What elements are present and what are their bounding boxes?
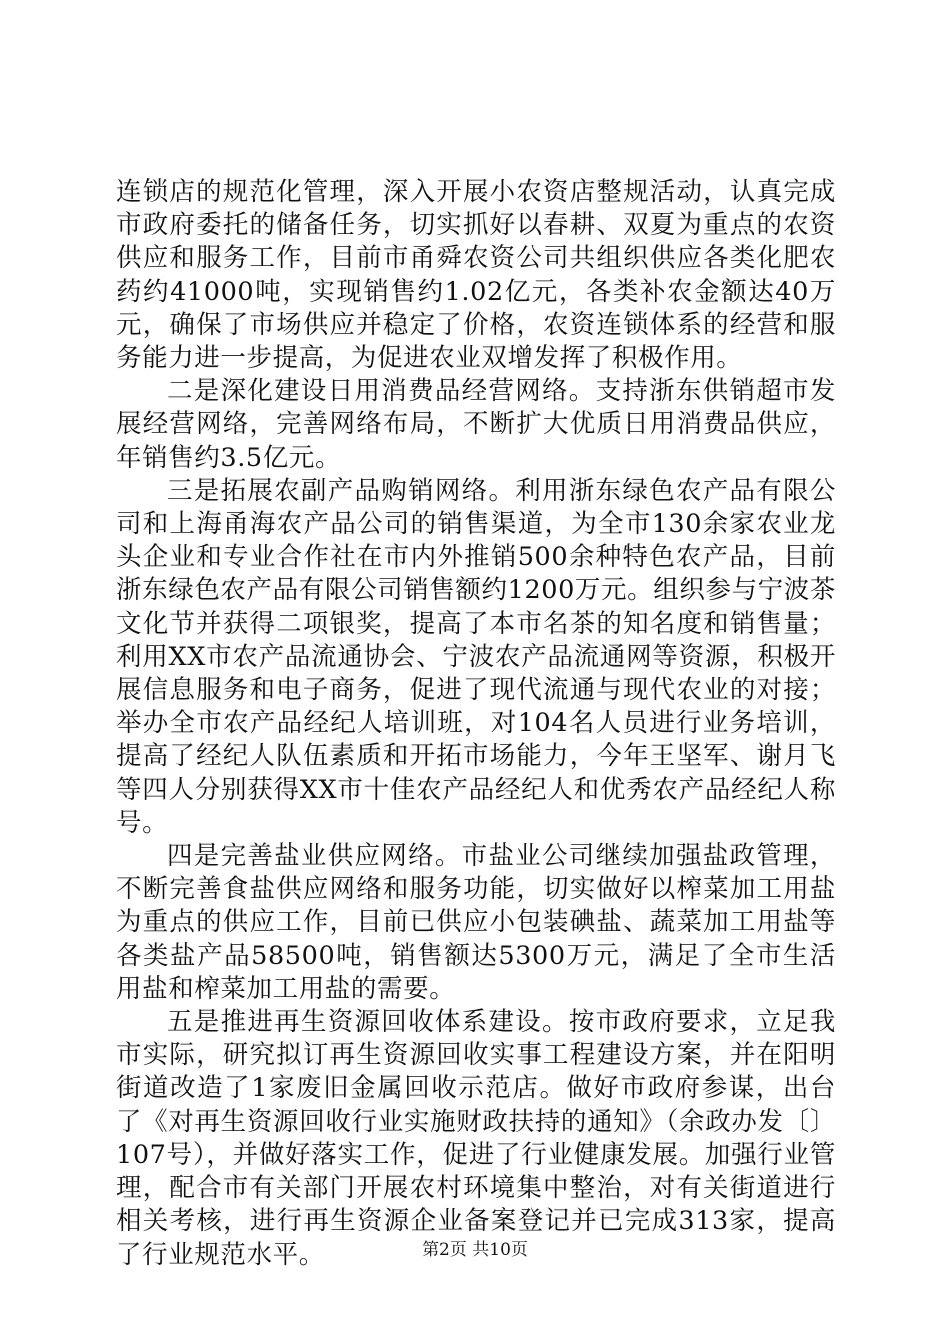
- paragraph-salt-supply-network: 四是完善盐业供应网络。市盐业公司继续加强盐政管理，不断完善食盐供应网络和服务功能，切实做好以榨菜加工用盐为重点的供应工作，目前已供应小包装碘盐、蔬菜加工用盐等各类盐产品58500吨，销售额达5300万元，满足了全市生活用盐和榨菜加工用盐的需要。: [116, 841, 836, 1004]
- paragraph-agri-products-network: 三是拓展农副产品购销网络。利用浙东绿色农产品有限公司和上海甬海农产品公司的销售渠道，为全市130余家农业龙头企业和专业合作社在市内外推销500余种特色农产品，目前浙东绿色农产品有限公司销售额约1200万元。组织参与宁波茶文化节并获得二项银奖，提高了本市名茶的知名度和销售量；利用XX市农产品流通协会、宁波农产品流通网等资源，积极开展信息服务和电子商务，促进了现代流通与现代农业的对接；举办全市农产品经纪人培训班，对104名人员进行业务培训，提高了经纪人队伍素质和开拓市场能力，今年王坚军、谢月飞等四人分别获得XX市十佳农产品经纪人和优秀农产品经纪人称号。: [116, 475, 836, 838]
- paragraph-daily-goods-network: 二是深化建设日用消费品经营网络。支持浙东供销超市发展经营网络，完善网络布局，不断扩大优质日用消费品供应，年销售约3.5亿元。: [116, 376, 836, 473]
- page-number-footer: 第2页 共10页: [422, 1240, 528, 1260]
- document-body: [116, 176, 836, 1272]
- paragraph-continuation: 连锁店的规范化管理，深入开展小农资店整规活动，认真完成市政府委托的储备任务，切实抓好以春耕、双夏为重点的农资供应和服务工作，目前市甬舜农资公司共组织供应各类化肥农药约41000吨，实现销售约1.02亿元，各类补农金额达40万元，确保了市场供应并稳定了价格，农资连锁体系的经营和服务能力进一步提高，为促进农业双增发挥了积极作用。: [116, 177, 836, 374]
- paragraph-recycling-system: 五是推进再生资源回收体系建设。按市政府要求，立足我市实际，研究拟订再生资源回收实事工程建设方案，并在阳明街道改造了1家废旧金属回收示范店。做好市政府参谋，出台了《对再生资源回收行业实施财政扶持的通知》（余政办发〔〕107号），并做好落实工作，促进了行业健康发展。加强行业管理，配合市有关部门开展农村环境集中整治，对有关街道进行相关考核，进行再生资源企业备案登记并已完成313家，提高了行业规范水平。: [116, 1007, 836, 1270]
